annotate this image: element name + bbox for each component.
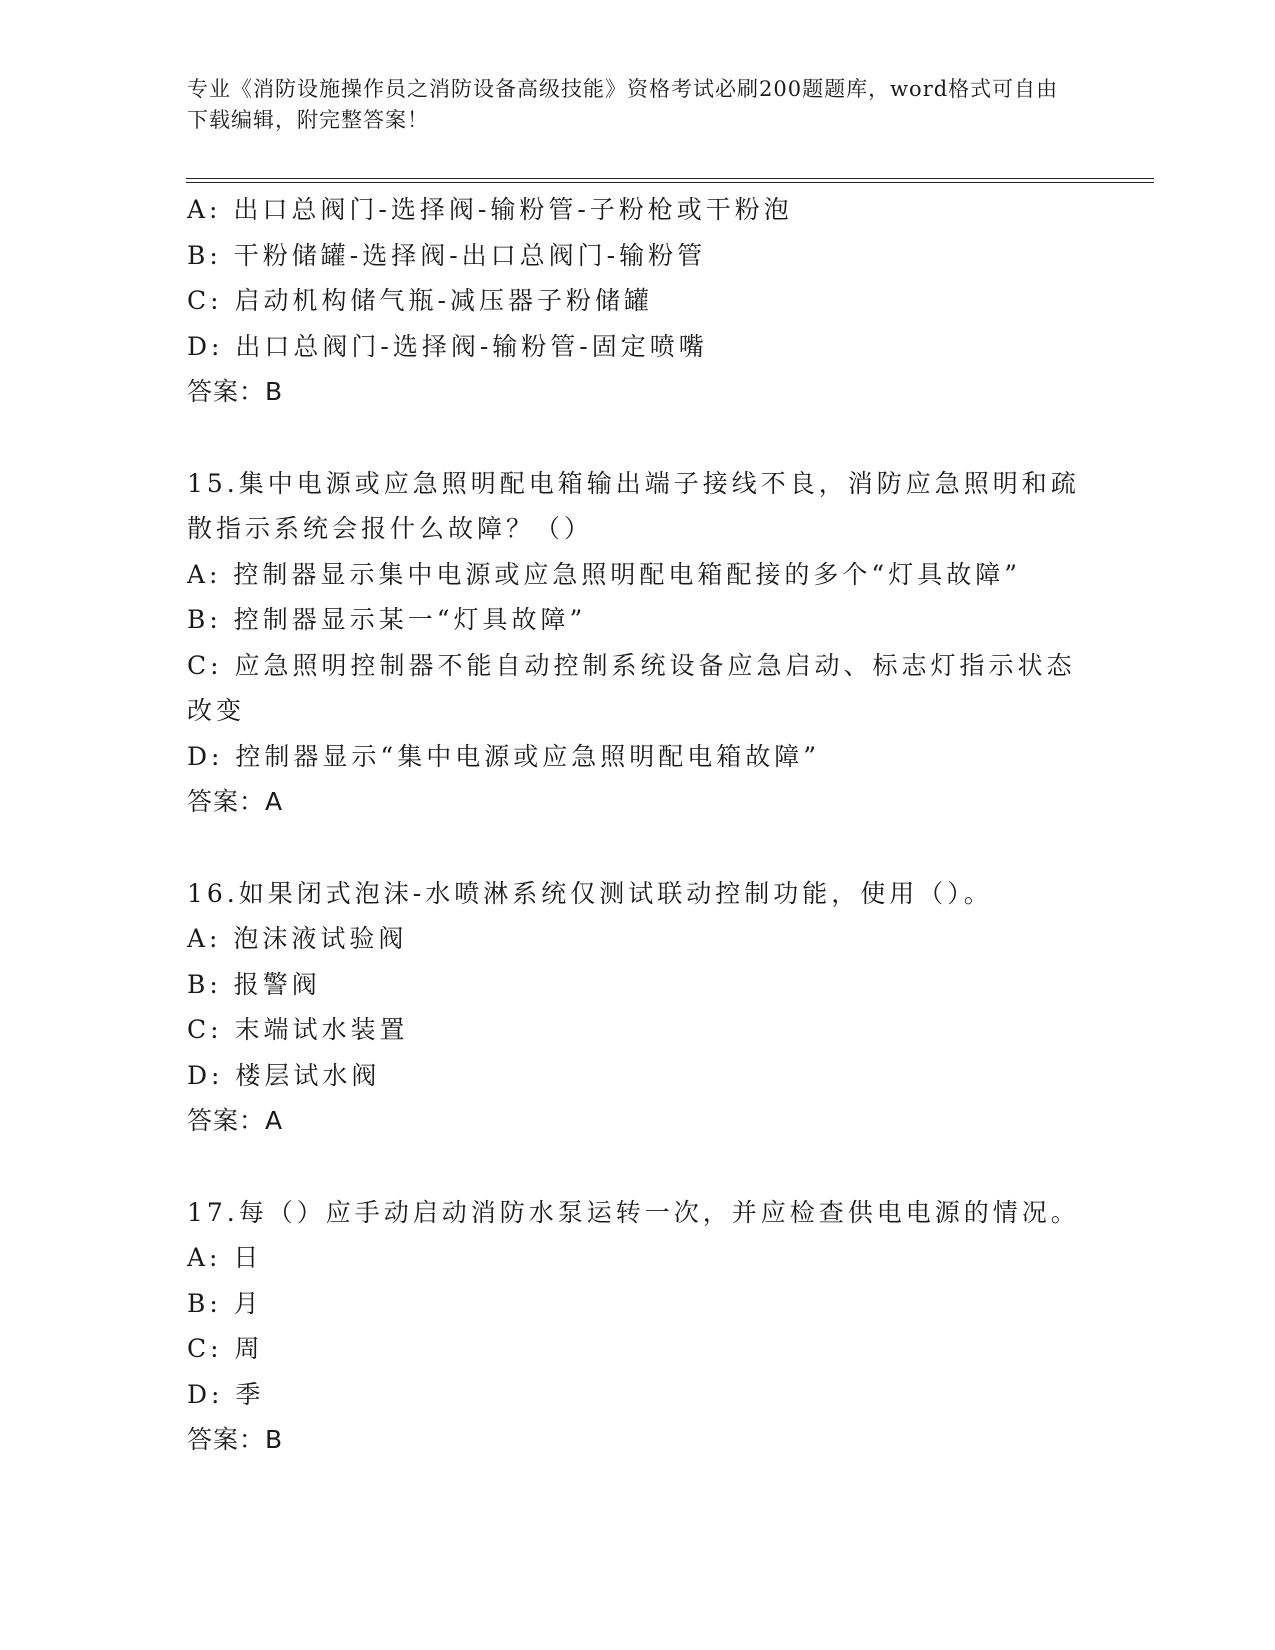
- document-header: 专业《消防设施操作员之消防设备高级技能》资格考试必刷200题题库，word格式可自由下载编辑，附完整答案！: [187, 77, 1059, 132]
- question-stem: 16.如果闭式泡沫-水喷淋系统仅测试联动控制功能，使用（）。: [187, 878, 993, 908]
- option-c: C: 应急照明控制器不能自动控制系统设备应急启动、标志灯指示状态: [187, 650, 1076, 680]
- option-b: B: 干粉储罐-选择阀-出口总阀门-输粉管: [187, 240, 707, 270]
- option-a: A: 控制器显示集中电源或应急照明配电箱配接的多个“灯具故障”: [187, 559, 1021, 589]
- question-list: [187, 187, 1080, 1463]
- question-spacer: [187, 1144, 1077, 1190]
- question-stem-continued: 散指示系统会报什么故障？（）: [187, 514, 594, 543]
- question-16: [187, 871, 1077, 1144]
- option-c: C: 周: [187, 1334, 264, 1363]
- option-a: A: 泡沫液试验阀: [187, 924, 408, 953]
- option-d: D: 楼层试水阀: [187, 1060, 381, 1090]
- question-stem: 17.每（）应手动启动消防水泵运转一次，并应检查供电电源的情况。: [187, 1197, 1080, 1227]
- option-d: D: 季: [187, 1379, 265, 1409]
- option-d: D: 控制器显示“集中电源或应急照明配电箱故障”: [187, 741, 820, 771]
- question-14: [187, 187, 1077, 415]
- answer: 答案：A: [187, 787, 284, 816]
- question-spacer: [187, 415, 1077, 461]
- answer: 答案：B: [187, 377, 284, 406]
- option-a: A: 日: [187, 1243, 263, 1272]
- option-a: A: 出口总阀门-选择阀-输粉管-子粉枪或干粉泡: [187, 195, 793, 224]
- option-b: B: 控制器显示某一“灯具故障”: [187, 605, 587, 634]
- option-b: B: 月: [187, 1288, 263, 1318]
- question-spacer: [187, 825, 1077, 871]
- header-divider-secondary: [186, 182, 1154, 183]
- option-d: D: 出口总阀门-选择阀-输粉管-固定喷嘴: [187, 331, 708, 361]
- option-c: C: 启动机构储气瓶-减压器子粉储罐: [187, 286, 653, 315]
- question-15: [187, 461, 1080, 825]
- header-divider: [186, 178, 1154, 179]
- option-b: B: 报警阀: [187, 969, 321, 999]
- option-c-continued: 改变: [187, 696, 246, 725]
- question-stem: 15.集中电源或应急照明配电箱输出端子接线不良，消防应急照明和疏: [187, 468, 1080, 498]
- answer: 答案：A: [187, 1106, 284, 1135]
- option-c: C: 末端试水装置: [187, 1015, 409, 1044]
- question-17: [187, 1190, 1080, 1463]
- answer: 答案：B: [187, 1425, 284, 1454]
